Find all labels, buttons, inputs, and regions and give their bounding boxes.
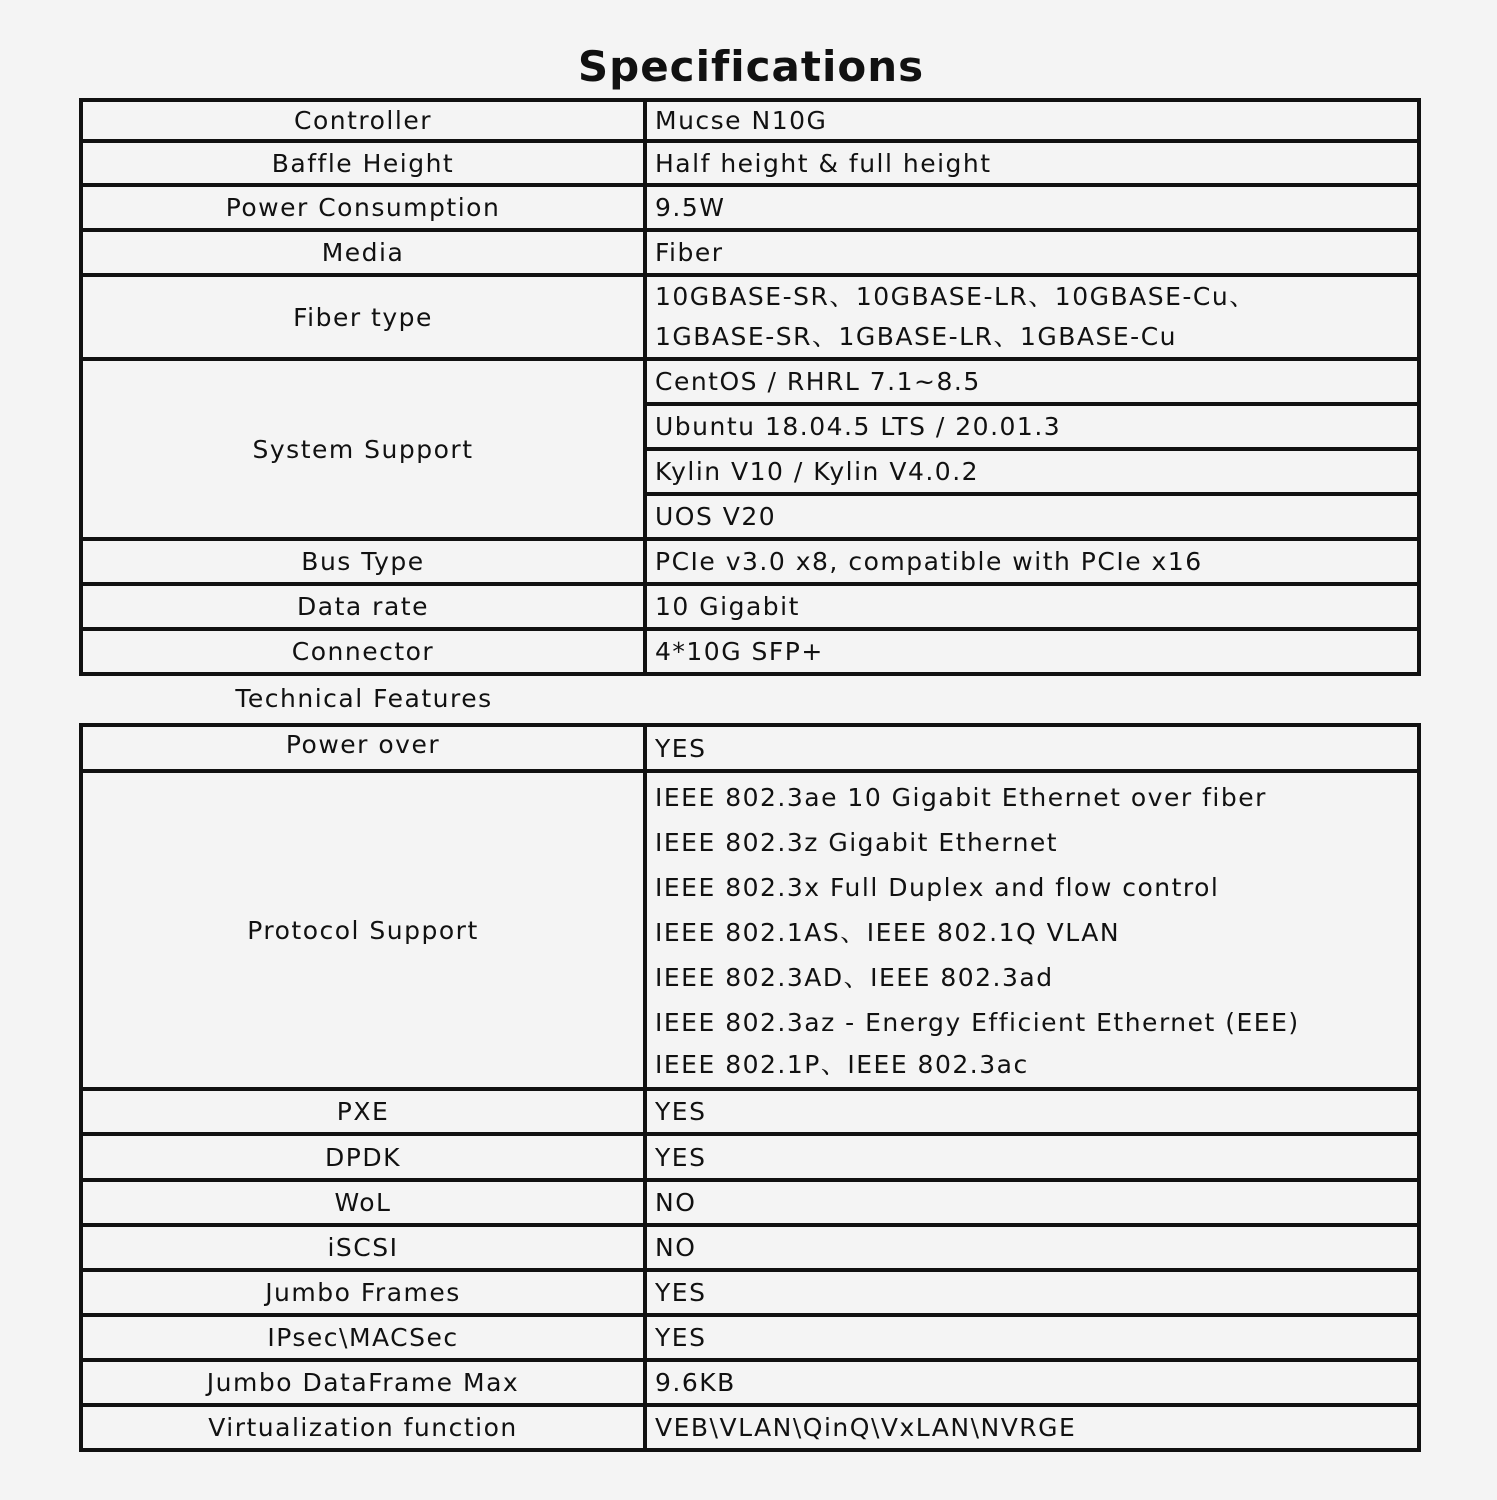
feature-label: Jumbo DataFrame Max bbox=[81, 1360, 645, 1405]
table-row bbox=[81, 100, 1419, 141]
feature-value-line: IEEE 802.3ae 10 Gigabit Ethernet over fiber bbox=[655, 783, 1267, 812]
spec-label: Connector bbox=[81, 629, 645, 674]
table-row bbox=[81, 725, 1419, 771]
feature-value: YES bbox=[645, 1270, 1419, 1315]
spec-value: Fiber bbox=[645, 230, 1419, 275]
feature-label: Jumbo Frames bbox=[81, 1270, 645, 1315]
feature-value-line: IEEE 802.1P、IEEE 802.3ac bbox=[655, 1050, 1029, 1079]
feature-label: Virtualization function bbox=[81, 1405, 645, 1450]
table-row bbox=[81, 1089, 1419, 1134]
spec-label: Controller bbox=[81, 100, 645, 141]
table-row bbox=[81, 1270, 1419, 1315]
spec-value-list bbox=[645, 275, 1419, 359]
spec-label: Data rate bbox=[81, 584, 645, 629]
feature-label: PXE bbox=[81, 1089, 645, 1134]
table-row bbox=[81, 1134, 1419, 1180]
spec-label: Power Consumption bbox=[81, 185, 645, 230]
table-row bbox=[81, 771, 1419, 1089]
table-row bbox=[81, 275, 1419, 359]
table-row bbox=[81, 1225, 1419, 1270]
page-title: Specifications bbox=[577, 42, 925, 91]
feature-value: YES bbox=[645, 1315, 1419, 1360]
feature-value: 9.6KB bbox=[645, 1360, 1419, 1405]
feature-value: YES bbox=[645, 1134, 1419, 1180]
feature-value-line: IEEE 802.3x Full Duplex and flow control bbox=[655, 873, 1220, 902]
spec-value-line: 1GBASE-SR、1GBASE-LR、1GBASE-Cu bbox=[655, 322, 1177, 351]
specifications-table bbox=[79, 98, 1421, 676]
table-row bbox=[81, 1180, 1419, 1225]
feature-label: Protocol Support bbox=[81, 771, 645, 1089]
feature-label: iSCSI bbox=[81, 1225, 645, 1270]
spec-value: 4*10G SFP+ bbox=[645, 629, 1419, 674]
spec-label: Baffle Height bbox=[81, 141, 645, 185]
table-row bbox=[81, 1315, 1419, 1360]
table-row bbox=[81, 629, 1419, 674]
spec-label: Fiber type bbox=[81, 275, 645, 359]
table-row bbox=[81, 1405, 1419, 1450]
spec-value: 9.5W bbox=[645, 185, 1419, 230]
table-row bbox=[81, 230, 1419, 275]
spec-value: Half height & full height bbox=[645, 141, 1419, 185]
table-row bbox=[81, 539, 1419, 584]
feature-value-list bbox=[645, 771, 1419, 1089]
table-row bbox=[81, 141, 1419, 185]
table-row bbox=[81, 1360, 1419, 1405]
spec-value: UOS V20 bbox=[645, 494, 1419, 539]
spec-label: Media bbox=[81, 230, 645, 275]
spec-value: Kylin V10 / Kylin V4.0.2 bbox=[645, 449, 1419, 494]
feature-value: YES bbox=[645, 725, 1419, 771]
table-row bbox=[81, 584, 1419, 629]
feature-value-line: IEEE 802.1AS、IEEE 802.1Q VLAN bbox=[655, 918, 1121, 947]
feature-label: IPsec\MACSec bbox=[81, 1315, 645, 1360]
feature-label: WoL bbox=[81, 1180, 645, 1225]
table-row bbox=[81, 359, 1419, 404]
spec-value: 10 Gigabit bbox=[645, 584, 1419, 629]
feature-value-line: IEEE 802.3AD、IEEE 802.3ad bbox=[655, 963, 1054, 992]
spec-value: CentOS / RHRL 7.1~8.5 bbox=[645, 359, 1419, 404]
spec-value: Mucse N10G bbox=[645, 100, 1419, 141]
feature-value-line: IEEE 802.3z Gigabit Ethernet bbox=[655, 828, 1059, 857]
feature-value: VEB\VLAN\QinQ\VxLAN\NVRGE bbox=[645, 1405, 1419, 1450]
spec-label: Bus Type bbox=[81, 539, 645, 584]
feature-value: NO bbox=[645, 1180, 1419, 1225]
spec-label: System Support bbox=[81, 359, 645, 539]
feature-value: NO bbox=[645, 1225, 1419, 1270]
feature-value-line: IEEE 802.3az - Energy Efficient Ethernet (EEE) bbox=[655, 1008, 1300, 1037]
feature-label: Power over bbox=[81, 725, 645, 771]
table-row bbox=[81, 185, 1419, 230]
spec-value: Ubuntu 18.04.5 LTS / 20.01.3 bbox=[645, 404, 1419, 449]
technical-features-table bbox=[79, 723, 1421, 1452]
spec-value: PCIe v3.0 x8, compatible with PCIe x16 bbox=[645, 539, 1419, 584]
spec-value-line: 10GBASE-SR、10GBASE-LR、10GBASE-Cu、 bbox=[655, 282, 1256, 311]
section-heading-technical-features: Technical Features bbox=[235, 684, 493, 713]
feature-label: DPDK bbox=[81, 1134, 645, 1180]
feature-value: YES bbox=[645, 1089, 1419, 1134]
